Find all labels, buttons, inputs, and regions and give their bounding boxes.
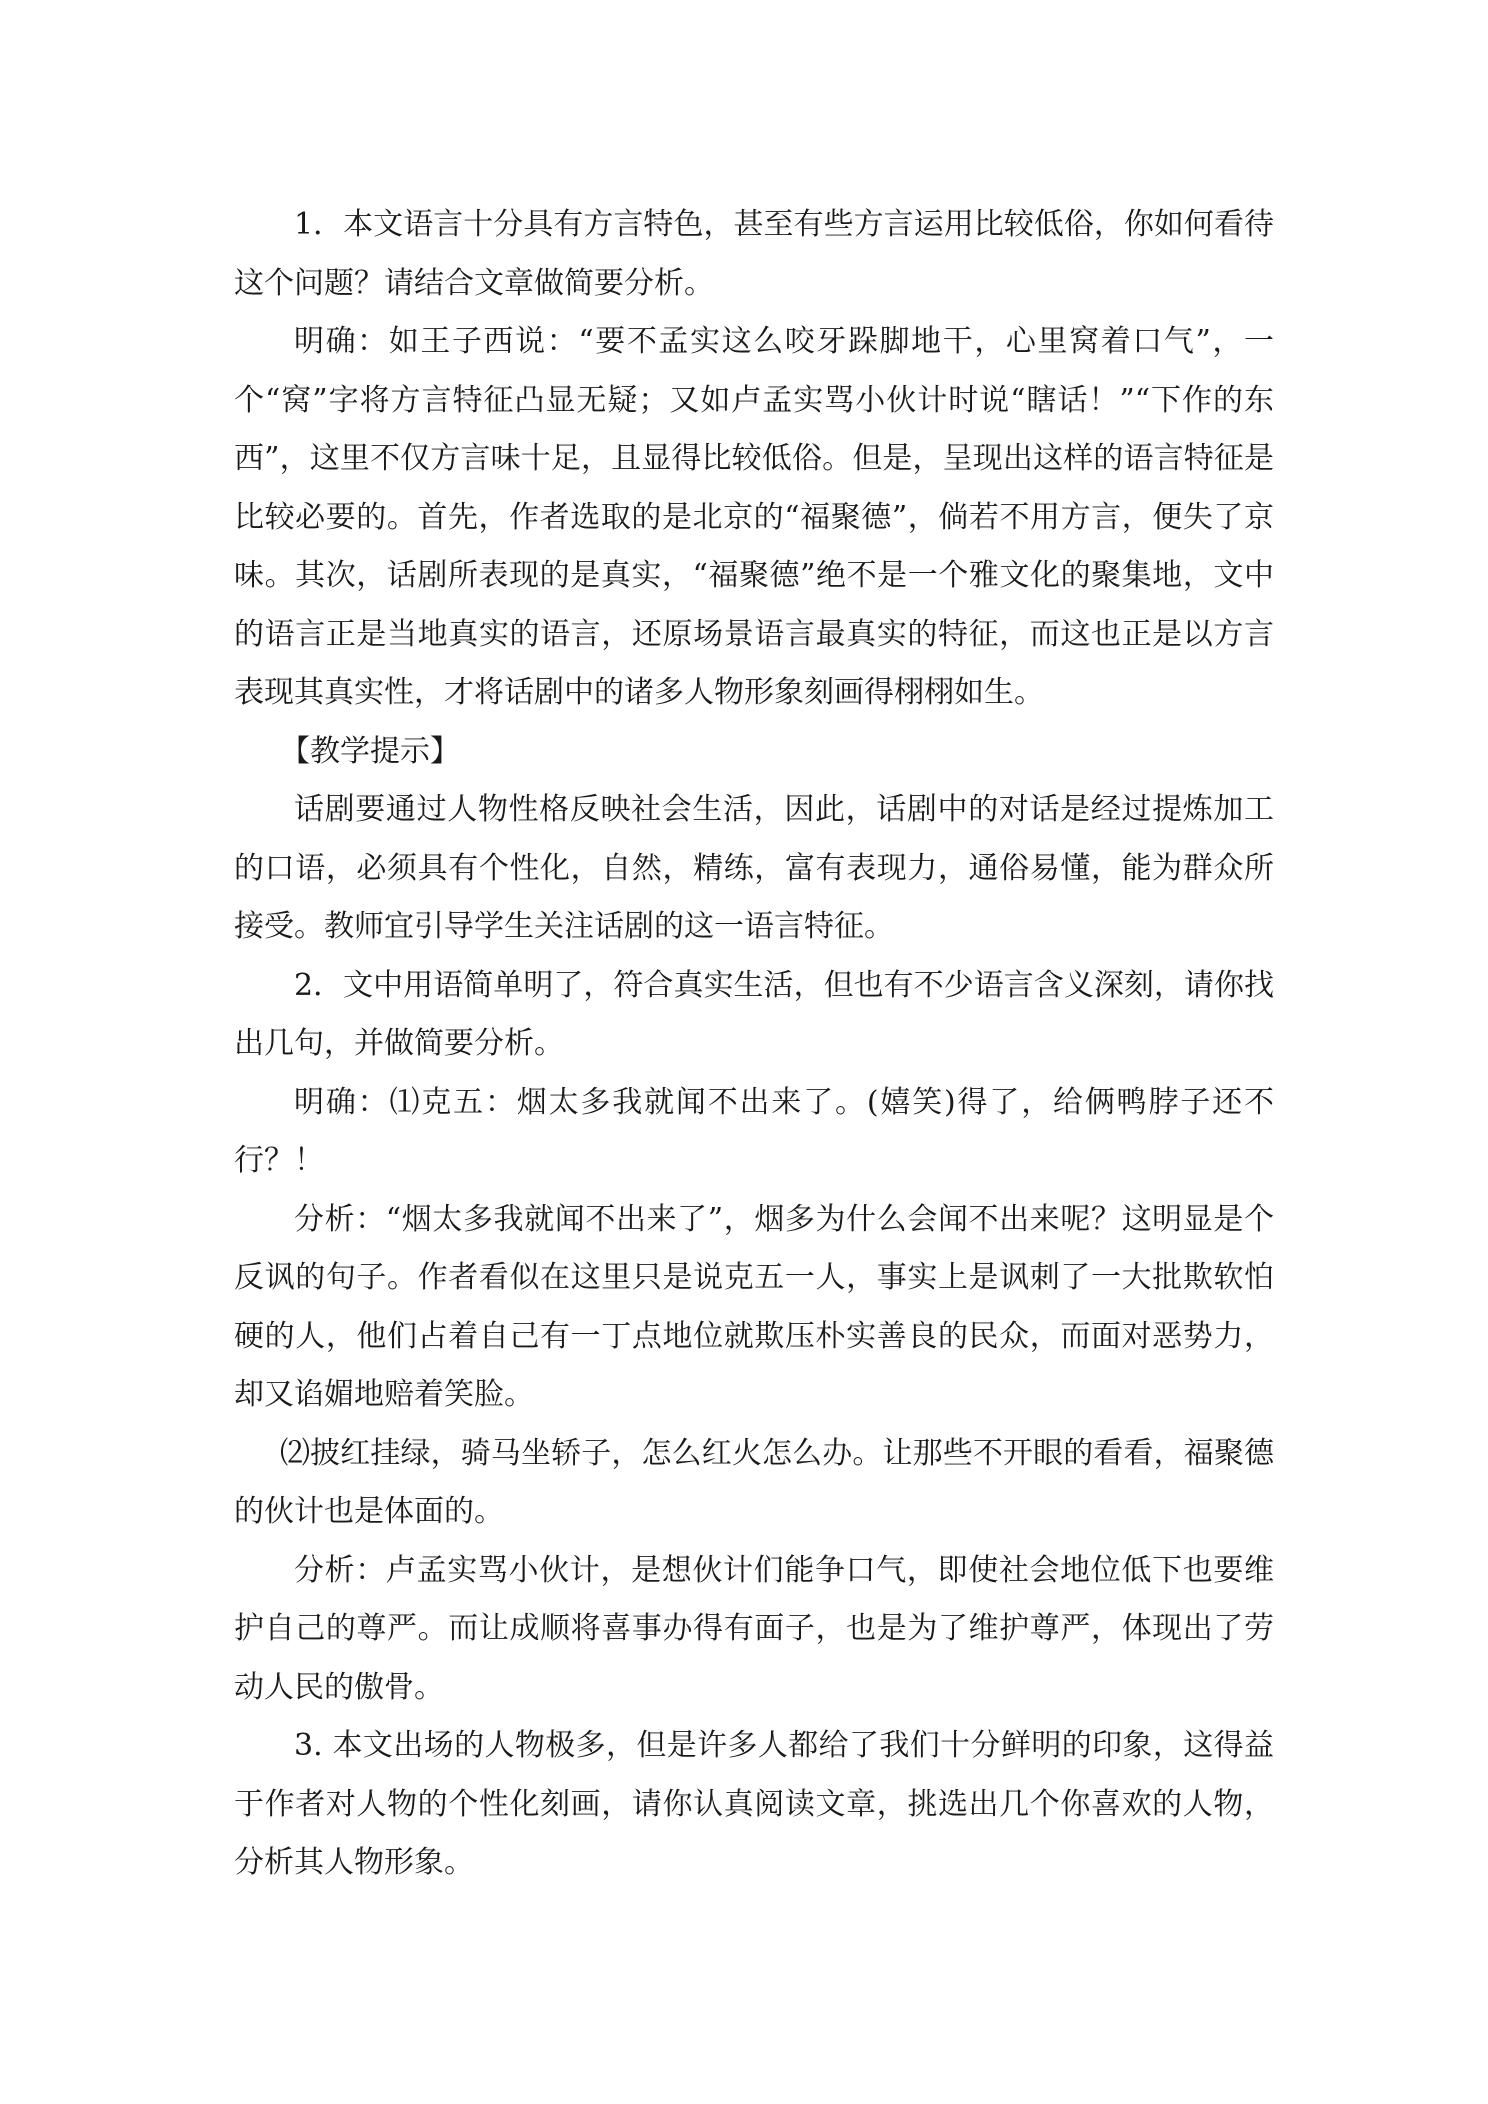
answer-2-example-1: 明确：⑴克五：烟太多我就闻不出来了。(嬉笑)得了，给俩鸭脖子还不行？！ (234, 1084, 1274, 1178)
question-3: 3. 本文出场的人物极多，但是许多人都给了我们十分鲜明的印象，这得益于作者对人物的个性化刻画，请你认真阅读文章，挑选出几个你喜欢的人物，分析其人物形象。 (234, 1728, 1274, 1880)
answer-1: 明确：如王子西说：“要不孟实这么咬牙跺脚地干，心里窝着口气”，一个“窝”字将方言特征凸显无疑；又如卢孟实骂小伙计时说“瞎话！”“下作的东西”，这里不仅方言味十足，且显得比较低俗。但是，呈现出这样的语言特征是比较必要的。首先，作者选取的是北京的“福聚德”，倘若不用方言，便失了京味。其次，话剧所表现的是真实，“福聚德”绝不是一个雅文化的聚集地，文中的语言正是当地真实的语言，还原场景语言最真实的特征，而这也正是以方言表现其真实性，才将话剧中的诸多人物形象刻画得栩栩如生。 (234, 324, 1274, 710)
question-1: 1．本文语言十分具有方言特色，甚至有些方言运用比较低俗，你如何看待这个问题？请结合文章做简要分析。 (234, 207, 1274, 301)
analysis-1: 分析：“烟太多我就闻不出来了”，烟多为什么会闻不出来呢？这明显是个反讽的句子。作者看似在这里只是说克五一人，事实上是讽刺了一大批欺软怕硬的人，他们占着自己有一丁点地位就欺压朴实善良的民众，而面对恶势力，却又谄媚地赔着笑脸。 (234, 1201, 1274, 1412)
teaching-tip-text: 话剧要通过人物性格反映社会生活，因此，话剧中的对话是经过提炼加工的口语，必须具有个性化，自然，精练，富有表现力，通俗易懂，能为群众所接受。教师宜引导学生关注话剧的这一语言特征。 (234, 792, 1274, 944)
analysis-2: 分析：卢孟实骂小伙计，是想伙计们能争口气，即使社会地位低下也要维护自己的尊严。而让成顺将喜事办得有面子，也是为了维护尊严，体现出了劳动人民的傲骨。 (234, 1552, 1274, 1705)
answer-2-example-2: ⑵披红挂绿，骑马坐轿子，怎么红火怎么办。让那些不开眼的看看，福聚德的伙计也是体面的。 (234, 1435, 1274, 1529)
question-2: 2．文中用语简单明了，符合真实生活，但也有不少语言含义深刻，请你找出几句，并做简要分析。 (234, 967, 1274, 1061)
teaching-tip-heading: 【教学提示】 (280, 733, 460, 769)
document-body (234, 196, 1274, 1893)
